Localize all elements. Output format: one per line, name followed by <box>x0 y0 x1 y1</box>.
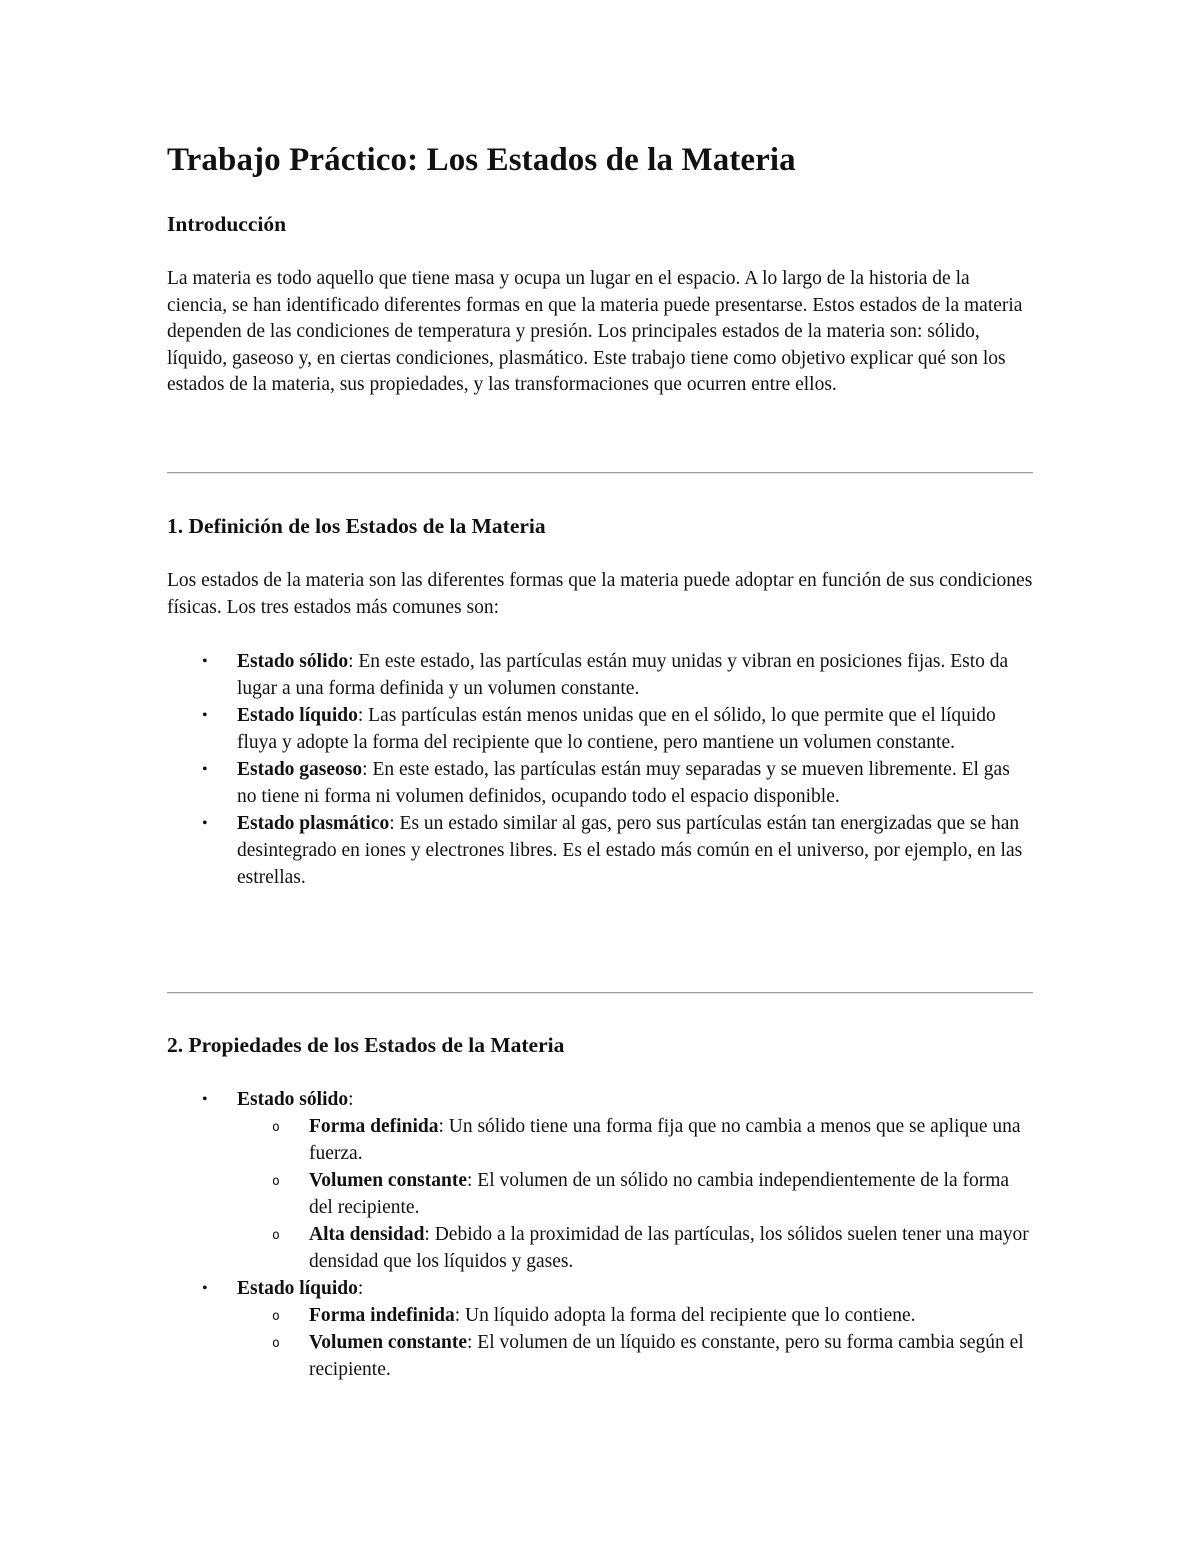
section1-paragraph: Los estados de la materia son las diferentes formas que la materia puede adoptar en función de sus condiciones físicas. Los tres estados más comunes son: <box>167 570 1033 618</box>
term: Volumen constante <box>309 1332 467 1353</box>
term: Estado sólido <box>237 651 349 672</box>
term: Estado líquido <box>237 1278 358 1299</box>
sub-list <box>167 1113 1033 1275</box>
term: Estado plasmático <box>237 813 390 834</box>
term: Volumen constante <box>309 1170 467 1191</box>
list-item <box>167 756 1033 810</box>
sub-list-item <box>167 1329 1033 1383</box>
sub-list-item <box>167 1302 1033 1329</box>
intro-paragraph: La materia es todo aquello que tiene masa y ocupa un lugar en el espacio. A lo largo de la historia de la ciencia, se han identificado diferentes formas en que la materia puede presentarse. Estos estados de la materia dependen de las condiciones de temperatura y presión. Los principales estados de la materia son: sólido, líquido, gaseoso y, en ciertas condiciones, plasmático. Este trabajo tiene como objetivo explicar qué son los estados de la materia, sus propiedades, y las transformaciones que ocurren entre ellos. <box>167 268 1023 395</box>
term: Alta densidad <box>309 1224 425 1245</box>
circle-bullet-icon: o <box>272 1228 280 1243</box>
definition: : El volumen de un sólido no cambia independientemente de la forma del recipiente. <box>309 1170 1010 1218</box>
sub-list-item <box>167 1113 1033 1167</box>
circle-bullet-icon: o <box>272 1336 280 1351</box>
term-suffix: : <box>357 1278 364 1299</box>
divider-2 <box>167 992 1033 994</box>
circle-bullet-icon: o <box>272 1309 280 1324</box>
divider-1 <box>167 472 1033 474</box>
circle-bullet-icon: o <box>272 1174 280 1189</box>
bullet-icon: • <box>202 707 208 724</box>
sub-list <box>167 1302 1033 1383</box>
definition: : Es un estado similar al gas, pero sus partículas están tan energizadas que se han desintegrado en iones y electrones libres. Es el estado más común en el universo, por ejemplo, en las estrellas. <box>237 813 1023 888</box>
intro-heading: Introducción <box>167 212 287 236</box>
term: Estado sólido <box>237 1089 349 1110</box>
bullet-icon: • <box>202 1280 208 1297</box>
section2-heading: 2. Propiedades de los Estados de la Materia <box>167 1033 565 1057</box>
section1-heading: 1. Definición de los Estados de la Materia <box>167 514 546 538</box>
definition: : Las partículas están menos unidas que en el sólido, lo que permite que el líquido fluya y adopte la forma del recipiente que lo contiene, pero mantiene un volumen constante. <box>237 705 996 753</box>
definition: : El volumen de un líquido es constante, pero su forma cambia según el recipiente. <box>309 1332 1024 1380</box>
document-title: Trabajo Práctico: Los Estados de la Materia <box>167 142 796 178</box>
sub-list-item <box>167 1221 1033 1275</box>
document-page <box>167 138 1033 1380</box>
bullet-icon: • <box>202 1091 208 1108</box>
list-item <box>167 1275 1033 1383</box>
list-item <box>167 810 1033 891</box>
term: Forma definida <box>309 1116 439 1137</box>
definition: : Un líquido adopta la forma del recipiente que lo contiene. <box>454 1305 916 1326</box>
bullet-icon: • <box>202 761 208 778</box>
bullet-icon: • <box>202 653 208 670</box>
sub-list-item <box>167 1167 1033 1221</box>
definition: : En este estado, las partículas están muy unidas y vibran en posiciones fijas. Esto da lugar a una forma definida y un volumen constante. <box>237 651 1009 699</box>
states-definition-list <box>167 648 1033 891</box>
definition: : Un sólido tiene una forma fija que no cambia a menos que se aplique una fuerza. <box>309 1116 1021 1164</box>
bullet-icon: • <box>202 815 208 832</box>
list-item <box>167 648 1033 702</box>
term-suffix: : <box>348 1089 354 1110</box>
definition: : Debido a la proximidad de las partículas, los sólidos suelen tener una mayor densidad que los líquidos y gases. <box>309 1224 1029 1272</box>
list-item <box>167 1086 1033 1275</box>
term: Estado gaseoso <box>237 759 363 780</box>
definition: : En este estado, las partículas están muy separadas y se mueven libremente. El gas no tiene ni forma ni volumen definidos, ocupando todo el espacio disponible. <box>237 759 1010 807</box>
list-item <box>167 702 1033 756</box>
term: Forma indefinida <box>309 1305 455 1326</box>
term: Estado líquido <box>237 705 358 726</box>
properties-list <box>167 1086 1033 1383</box>
circle-bullet-icon: o <box>272 1120 280 1135</box>
